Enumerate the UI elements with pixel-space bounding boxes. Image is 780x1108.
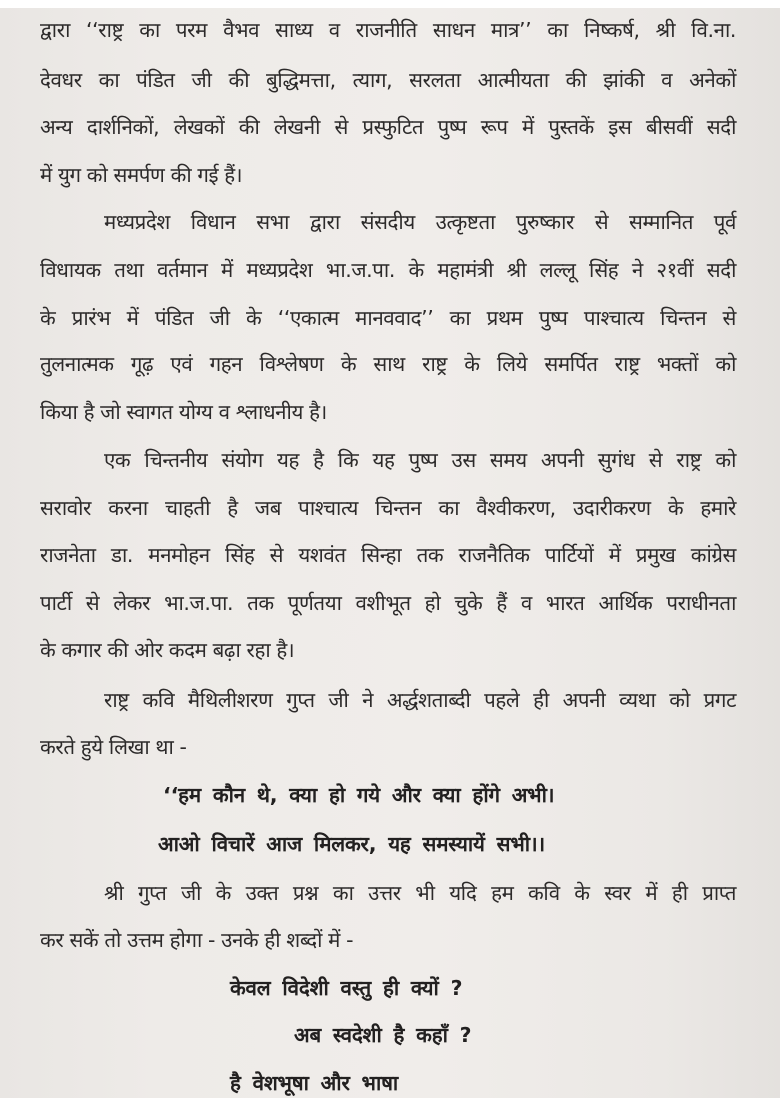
paragraph-2-line-2: विधायक तथा वर्तमान में मध्यप्रदेश भा.ज.पा. के महामंत्री श्री लल्लू सिंह ने २१वीं सदी [40,258,736,282]
book-page [0,8,780,1098]
paragraph-3-line-5: के कगार की ओर कदम बढ़ा रहा है। [40,638,295,662]
paragraph-3-line-3: राजनेता डा. मनमोहन सिंह से यशवंत सिन्हा तक राजनैतिक पार्टियों में प्रमुख कांग्रेस [40,543,736,567]
paragraph-3-line-2: सरावोर करना चाहती है जब पाश्चात्य चिन्तन का वैश्वीकरण, उदारीकरण के हमारे [40,496,736,520]
verse-2-line-3: है वेशभूषा और भाषा [230,1071,399,1095]
paragraph-3-line-4: पार्टी से लेकर भा.ज.पा. तक पूर्णतया वशीभूत हो चुके हैं व भारत आर्थिक पराधीनता [40,591,736,615]
paragraph-2-line-5: किया है जो स्वागत योग्य व श्लाधनीय है। [40,400,327,424]
paragraph-1-line-3: अन्य दार्शनिकों, लेखकों की लेखनी से प्रस्फुटित पुष्प रूप में पुस्तकें इस बीसवीं सदी [40,115,736,139]
verse-1-line-2: आओ विचारें आज मिलकर, यह समस्यायें सभी।। [158,832,545,856]
paragraph-5-line-2: कर सकें तो उत्तम होगा - उनके ही शब्दों में - [40,928,354,952]
paragraph-1-line-4: में युग को समर्पण की गई हैं। [40,163,243,187]
paragraph-2-line-4: तुलनात्मक गूढ़ एवं गहन विश्लेषण के साथ राष्ट्र के लिये समर्पित राष्ट्र भक्तों को [40,352,736,376]
paragraph-2-line-3: के प्रारंभ में पंडित जी के ‘‘एकात्म मानववाद’’ का प्रथम पुष्प पाश्चात्य चिन्तन से [40,306,736,330]
verse-1-line-1: ‘‘हम कौन थे, क्या हो गये और क्या होंगे अभी। [163,783,555,807]
paragraph-3-line-1: एक चिन्तनीय संयोग यह है कि यह पुष्प उस समय अपनी सुगंध से राष्ट्र को [104,448,736,472]
paragraph-5-line-1: श्री गुप्त जी के उक्त प्रश्न का उत्तर भी यदि हम कवि के स्वर में ही प्राप्त [104,881,736,905]
paragraph-4-line-1: राष्ट्र कवि मैथिलीशरण गुप्त जी ने अर्द्धशताब्दी पहले ही अपनी व्यथा को प्रगट [104,688,736,712]
page-edge [0,1098,780,1108]
paragraph-2-line-1: मध्यप्रदेश विधान सभा द्वारा संसदीय उत्कृष्टता पुरुष्कार से सम्मानित पूर्व [104,210,736,234]
paragraph-1-line-1: द्वारा ‘‘राष्ट्र का परम वैभव साध्य व राजनीति साधन मात्र’’ का निष्कर्ष, श्री वि.ना. [40,18,736,42]
verse-2-line-2: अब स्वदेशी है कहाँ ? [294,1023,472,1047]
paragraph-1-line-2: देवधर का पंडित जी की बुद्धिमत्ता, त्याग, सरलता आत्मीयता की झांकी व अनेकों [40,68,736,92]
paragraph-4-line-2: करते हुये लिखा था - [40,735,187,759]
verse-2-line-1: केवल विदेशी वस्तु ही क्यों ? [230,976,463,1000]
